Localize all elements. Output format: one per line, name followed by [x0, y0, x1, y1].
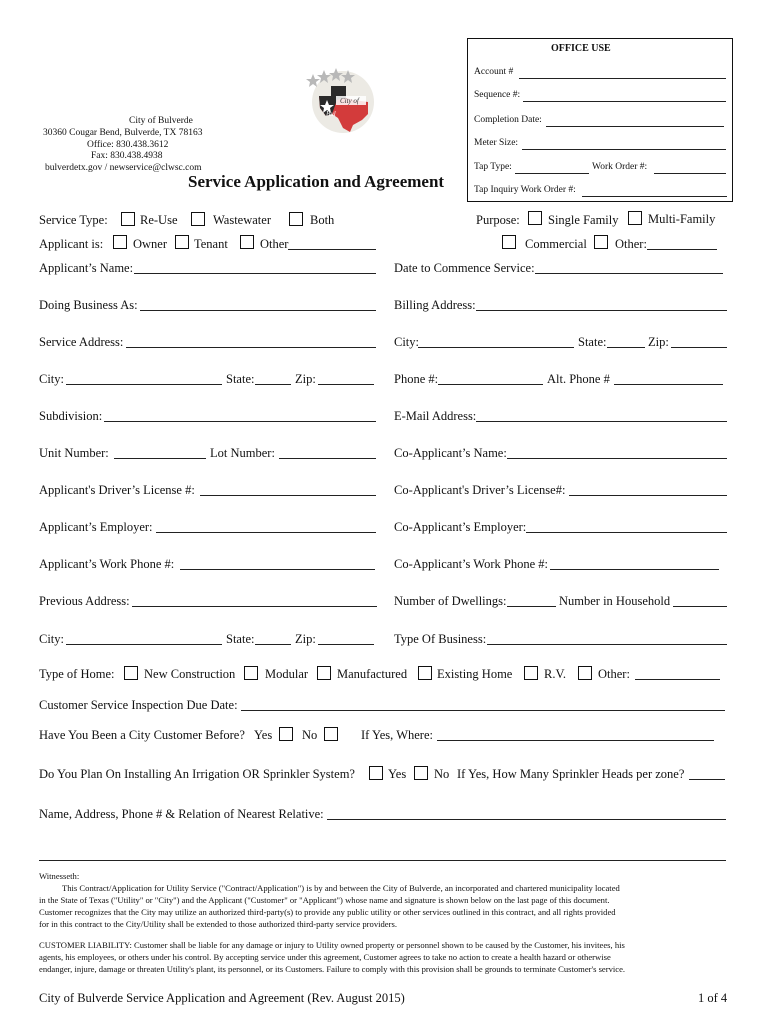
drivers-license-label: Applicant's Driver’s License #: [39, 483, 195, 497]
co-applicant-employer-label: Co-Applicant’s Employer: [394, 520, 527, 534]
service-type-label: Service Type: [39, 213, 108, 227]
co-applicant-work-phone-label: Co-Applicant’s Work Phone #: [394, 557, 548, 571]
other-home-field[interactable] [635, 679, 720, 680]
existing-home-option: Existing Home [437, 667, 513, 681]
date-commence-field[interactable] [535, 273, 723, 274]
co-applicant-name-label: Co-Applicant’s Name: [394, 446, 507, 460]
lot-number-field[interactable] [279, 458, 376, 459]
account-field[interactable] [519, 78, 726, 79]
single-family-checkbox[interactable] [528, 211, 542, 225]
co-applicant-employer-field[interactable] [526, 532, 727, 533]
lot-number-label: Lot Number: [210, 446, 275, 460]
footer-title: City of Bulverde Service Application and Agreement (Rev. August 2015) [39, 991, 405, 1005]
previous-address-field[interactable] [132, 606, 377, 607]
billing-zip-label: Zip: [648, 335, 669, 349]
sequence-label: Sequence #: [474, 90, 521, 100]
other-applicant-option: Other [260, 237, 289, 251]
previous-address-label: Previous Address: [39, 594, 130, 608]
previous-city-label: City: [39, 632, 65, 646]
contract-text-line-1: This Contract/Application for Utility Service ("Contract/Application") is by and between the City of Bulverde, an incorporated and chartered municipality located [62, 883, 620, 893]
irrigation-no-checkbox[interactable] [414, 766, 428, 780]
applicant-is-label: Applicant is: [39, 237, 104, 251]
household-field[interactable] [673, 606, 727, 607]
tap-type-field[interactable] [515, 173, 589, 174]
billing-address-label: Billing Address: [394, 298, 476, 312]
service-address-field[interactable] [126, 347, 376, 348]
city-label: City: [39, 372, 65, 386]
single-family-option: Single Family [548, 213, 619, 227]
modular-option: Modular [265, 667, 309, 681]
office-use-title: OFFICE USE [551, 43, 611, 54]
completion-date-label: Completion Date: [474, 115, 542, 125]
co-applicant-name-field[interactable] [507, 458, 727, 459]
co-applicant-license-field[interactable] [569, 495, 727, 496]
city-customer-no-checkbox[interactable] [324, 727, 338, 741]
reuse-checkbox[interactable] [121, 212, 135, 226]
city-office-phone: Office: 830.438.3612 [87, 140, 169, 150]
commercial-checkbox[interactable] [502, 235, 516, 249]
contract-text-line-4: for in this contract to the City/Utility shall be extended to those authorized third-party service providers. [39, 919, 397, 929]
business-type-field[interactable] [487, 644, 727, 645]
city-web-email: bulverdetx.gov / newservice@clwsc.com [45, 163, 202, 173]
previous-state-field[interactable] [255, 644, 291, 645]
purpose-label: Purpose: [476, 213, 520, 227]
dba-field[interactable] [140, 310, 376, 311]
manufactured-option: Manufactured [337, 667, 408, 681]
other-purpose-option: Other: [615, 237, 647, 251]
service-address-label: Service Address: [39, 335, 124, 349]
work-order-field[interactable] [654, 173, 726, 174]
city-customer-yes-label: Yes [254, 728, 273, 742]
manufactured-checkbox[interactable] [317, 666, 331, 680]
previous-zip-field[interactable] [318, 644, 374, 645]
billing-state-field[interactable] [607, 347, 645, 348]
wastewater-checkbox[interactable] [191, 212, 205, 226]
work-phone-label: Applicant’s Work Phone #: [39, 557, 175, 571]
email-label: E-Mail Address: [394, 409, 477, 423]
business-type-label: Type Of Business: [394, 632, 487, 646]
irrigation-yes-checkbox[interactable] [369, 766, 383, 780]
rv-checkbox[interactable] [524, 666, 538, 680]
inspection-due-field[interactable] [241, 710, 725, 711]
city-logo [296, 62, 382, 136]
reuse-option: Re-Use [140, 213, 178, 227]
previous-zip-label: Zip: [295, 632, 316, 646]
commercial-option: Commercial [525, 237, 587, 251]
completion-date-field[interactable] [546, 126, 724, 127]
applicant-name-label: Applicant’s Name: [39, 261, 134, 275]
phone-label: Phone #: [394, 372, 439, 386]
new-construction-checkbox[interactable] [124, 666, 138, 680]
contract-text-line-3: Customer recognizes that the City may utilize an authorized third-party(s) to provide any public utility or other services outlined in this contract, and all rights provided [39, 907, 616, 917]
meter-size-field[interactable] [522, 149, 726, 150]
employer-field[interactable] [156, 532, 376, 533]
other-applicant-field[interactable] [288, 249, 376, 250]
sprinkler-heads-label: If Yes, How Many Sprinkler Heads per zone? [457, 767, 685, 781]
irrigation-question: Do You Plan On Installing An Irrigation OR Sprinkler System? [39, 767, 355, 781]
dwellings-label: Number of Dwellings: [394, 594, 507, 608]
drivers-license-field[interactable] [200, 495, 376, 496]
both-option: Both [310, 213, 335, 227]
date-commence-label: Date to Commence Service: [394, 261, 535, 275]
co-applicant-license-label: Co-Applicant's Driver’s License#: [394, 483, 566, 497]
svg-text:Bul: Bul [326, 110, 336, 118]
inspection-due-label: Customer Service Inspection Due Date: [39, 698, 238, 712]
state-field[interactable] [255, 384, 291, 385]
subdivision-label: Subdivision: [39, 409, 103, 423]
city-field[interactable] [66, 384, 222, 385]
billing-address-field[interactable] [476, 310, 727, 311]
multi-family-option: Multi-Family [648, 212, 716, 226]
owner-checkbox[interactable] [113, 235, 127, 249]
billing-city-field[interactable] [418, 347, 574, 348]
svg-text:City of: City of [340, 97, 359, 105]
city-fax: Fax: 830.438.4938 [91, 151, 163, 161]
witnesseth-heading: Witnesseth: [39, 871, 80, 881]
previous-state-label: State: [226, 632, 255, 646]
irrigation-no-label: No [434, 767, 450, 781]
billing-city-label: City: [394, 335, 420, 349]
city-name: City of Bulverde [129, 116, 193, 126]
city-customer-no-label: No [302, 728, 318, 742]
city-customer-where-field[interactable] [437, 740, 714, 741]
other-home-checkbox[interactable] [578, 666, 592, 680]
other-purpose-checkbox[interactable] [594, 235, 608, 249]
contract-text-line-2: in the State of Texas ("Utility" or "City") and the Applicant ("Customer" or "Applicant") whose name and signature is shown below on the last page of this document. [39, 895, 610, 905]
account-label: Account # [474, 67, 514, 77]
applicant-name-field[interactable] [134, 273, 376, 274]
previous-city-field[interactable] [66, 644, 222, 645]
household-label: Number in Household [559, 594, 671, 608]
relative-label: Name, Address, Phone # & Relation of Nearest Relative: [39, 807, 324, 821]
city-customer-question: Have You Been a City Customer Before? [39, 728, 245, 742]
tap-inquiry-label: Tap Inquiry Work Order #: [474, 185, 576, 195]
tenant-checkbox[interactable] [175, 235, 189, 249]
other-purpose-field[interactable] [647, 249, 717, 250]
sequence-field[interactable] [523, 101, 726, 102]
tap-type-label: Tap Type: [474, 162, 512, 172]
other-home-option: Other: [598, 667, 630, 681]
alt-phone-field[interactable] [614, 384, 723, 385]
work-order-label: Work Order #: [592, 162, 648, 172]
alt-phone-label: Alt. Phone # [547, 372, 610, 386]
dba-label: Doing Business As: [39, 298, 138, 312]
multi-family-checkbox[interactable] [628, 211, 642, 225]
work-phone-field[interactable] [180, 569, 375, 570]
sprinkler-heads-field[interactable] [689, 779, 725, 780]
owner-option: Owner [133, 237, 168, 251]
new-construction-option: New Construction [144, 667, 236, 681]
both-checkbox[interactable] [289, 212, 303, 226]
page-title: Service Application and Agreement [188, 172, 445, 191]
irrigation-yes-label: Yes [388, 767, 407, 781]
city-customer-yes-checkbox[interactable] [279, 727, 293, 741]
other-applicant-checkbox[interactable] [240, 235, 254, 249]
co-applicant-work-phone-field[interactable] [550, 569, 719, 570]
zip-label: Zip: [295, 372, 316, 386]
tenant-option: Tenant [194, 237, 228, 251]
wastewater-option: Wastewater [213, 213, 271, 227]
subdivision-field[interactable] [104, 421, 376, 422]
modular-checkbox[interactable] [244, 666, 258, 680]
rv-option: R.V. [544, 667, 567, 681]
billing-zip-field[interactable] [671, 347, 727, 348]
zip-field[interactable] [318, 384, 374, 385]
phone-field[interactable] [438, 384, 543, 385]
existing-home-checkbox[interactable] [418, 666, 432, 680]
email-field[interactable] [476, 421, 727, 422]
city-address: 30360 Cougar Bend, Bulverde, TX 78163 [43, 128, 203, 138]
state-label: State: [226, 372, 255, 386]
relative-field-line-2[interactable] [39, 860, 726, 861]
home-type-label: Type of Home: [39, 667, 115, 681]
unit-number-field[interactable] [114, 458, 206, 459]
relative-field[interactable] [327, 819, 726, 820]
city-customer-where-label: If Yes, Where: [361, 728, 433, 742]
meter-size-label: Meter Size: [474, 138, 519, 148]
page-number: 1 of 4 [698, 991, 728, 1005]
tap-inquiry-field[interactable] [582, 196, 727, 197]
unit-number-label: Unit Number: [39, 446, 109, 460]
liability-text-line-3: endanger, injure, damage or threaten Utility's plant, its personnel, or its Customers. Failure to comply with this provision shall be grounds to terminate Customer's service. [39, 964, 626, 974]
liability-text-line-1: CUSTOMER LIABILITY: Customer shall be liable for any damage or injury to Utility owned property or personnel shown to be caused by the Customer, his invitees, his [39, 940, 625, 950]
liability-text-line-2: agents, his employees, or others under his control. By accepting service under this agreement, Customer agrees to take no action to create a health hazard or otherwise [39, 952, 611, 962]
employer-label: Applicant’s Employer: [39, 520, 153, 534]
billing-state-label: State: [578, 335, 607, 349]
dwellings-field[interactable] [507, 606, 556, 607]
